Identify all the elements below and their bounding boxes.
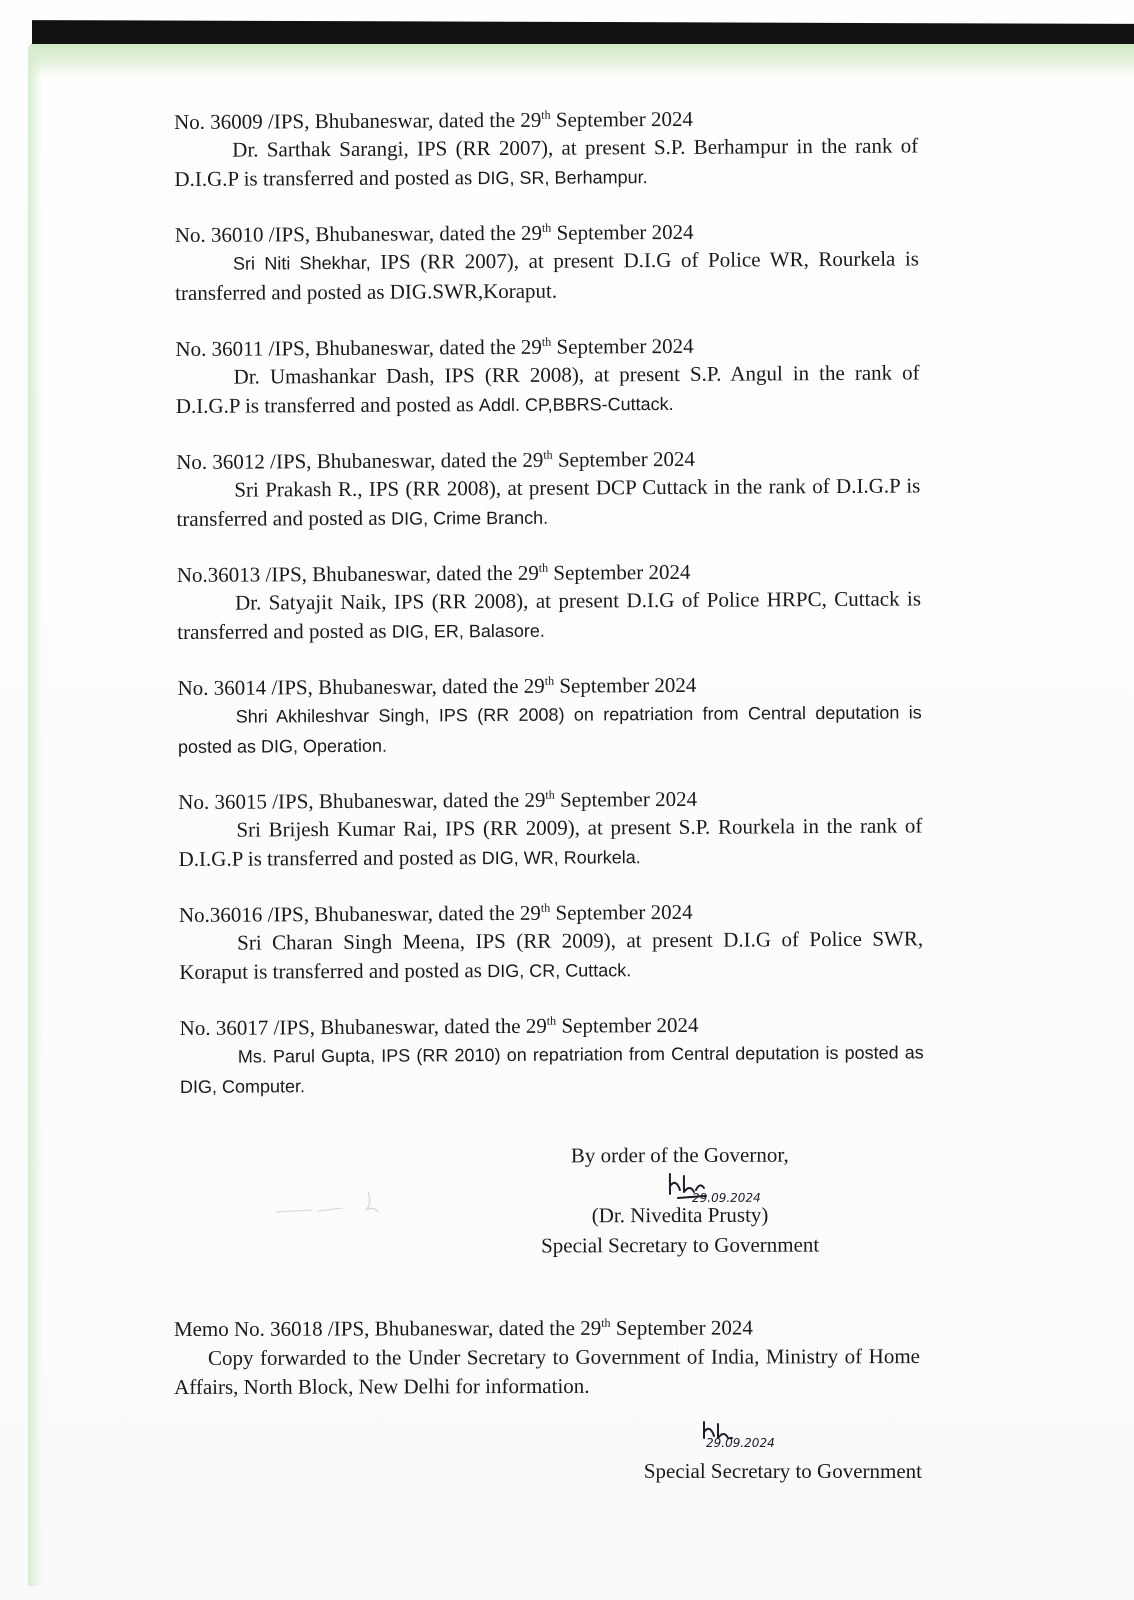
order-header: No. 36012 /IPS, Bhubaneswar, dated the 29th September 2024 [176,446,696,474]
signature-block [520,1139,840,1260]
order-body: Sri Charan Singh Meena, IPS (RR 2009), at present D.I.G of Police SWR, Koraput is transferred and posted as DIG, CR, Cuttack. [179,926,924,984]
signature-ink-icon [520,1169,840,1204]
faint-stamp-mark [272,1186,392,1226]
final-signature-block [606,1420,922,1486]
order-entry [179,896,924,988]
by-order-text: By order of the Governor, [570,1142,789,1168]
order-entry [177,669,922,762]
final-designation: Special Secretary to Government [643,1459,922,1483]
order-entry [178,783,923,875]
order-entry [175,330,920,422]
order-header: No. 36011 /IPS, Bhubaneswar, dated the 29th September 2024 [175,333,694,361]
order-body: Dr. Umashankar Dash, IPS (RR 2008), at present S.P. Angul in the rank of D.I.G.P is transferred and posted as Addl. CP,BBRS-Cuttack. [175,360,920,418]
order-list [174,103,924,1128]
memo-header: Memo No. 36018 /IPS, Bhubaneswar, dated the 29th September 2024 [173,1315,753,1341]
order-body: Sri Prakash R., IPS (RR 2008), at present DCP Cuttack in the rank of D.I.G.P is transferred and posted as DIG, Crime Branch. [176,473,921,531]
memo-body: Copy forwarded to the Under Secretary to Government of India, Ministry of Home Affairs, North Block, New Delhi for information. [174,1344,921,1399]
order-body: Sri Brijesh Kumar Rai, IPS (RR 2009), at present S.P. Rourkela in the rank of D.I.G.P is transferred and posted as DIG, WR, Rourkela. [178,813,923,871]
memo-section [174,1313,920,1402]
order-body: Dr. Sarthak Sarangi, IPS (RR 2007), at present S.P. Berhampur in the rank of D.I.G.P is transferred and posted as DIG, SR, Berhampur. [174,133,919,191]
signatory-designation: Special Secretary to Government [541,1232,820,1258]
order-entry [176,443,921,535]
order-body: Shri Akhileshvar Singh, IPS (RR 2008) on repatriation from Central deputation is posted as DIG, Operation. [177,702,922,757]
scan-left-shadow [28,46,42,1586]
order-entry [177,556,922,648]
signature-date: 29.09.2024 [691,1190,761,1205]
order-header: No. 36017 /IPS, Bhubaneswar, dated the 29th September 2024 [179,1012,699,1040]
order-entry [175,216,920,309]
final-signature-date: 29.09.2024 [706,1436,775,1448]
order-body: Dr. Satyajit Naik, IPS (RR 2008), at present D.I.G of Police HRPC, Cuttack is transferred and posted as DIG, ER, Balasore. [177,586,922,644]
order-header: No.36016 /IPS, Bhubaneswar, dated the 29th September 2024 [178,899,693,927]
order-body: Ms. Parul Gupta, IPS (RR 2010) on repatriation from Central deputation is posted as DIG, Computer. [179,1042,924,1097]
order-header: No. 36010 /IPS, Bhubaneswar, dated the 29th September 2024 [174,219,694,247]
signatory-name: (Dr. Nivedita Prusty) [591,1202,769,1228]
order-entry [180,1009,925,1102]
handwritten-signature [520,1169,840,1205]
order-body: Sri Niti Shekhar, IPS (RR 2007), at present D.I.G of Police WR, Rourkela is transferred and posted as DIG.SWR,Koraput. [175,246,920,305]
order-entry [174,103,919,195]
order-header: No. 36014 /IPS, Bhubaneswar, dated the 29th September 2024 [177,672,697,700]
order-header: No. 36015 /IPS, Bhubaneswar, dated the 29th September 2024 [178,786,698,814]
order-header: No.36013 /IPS, Bhubaneswar, dated the 29th September 2024 [176,559,691,587]
final-signature-ink-icon [606,1420,922,1448]
order-header: No. 36009 /IPS, Bhubaneswar, dated the 29th September 2024 [174,106,694,134]
scan-edge-shadow [30,44,1134,78]
